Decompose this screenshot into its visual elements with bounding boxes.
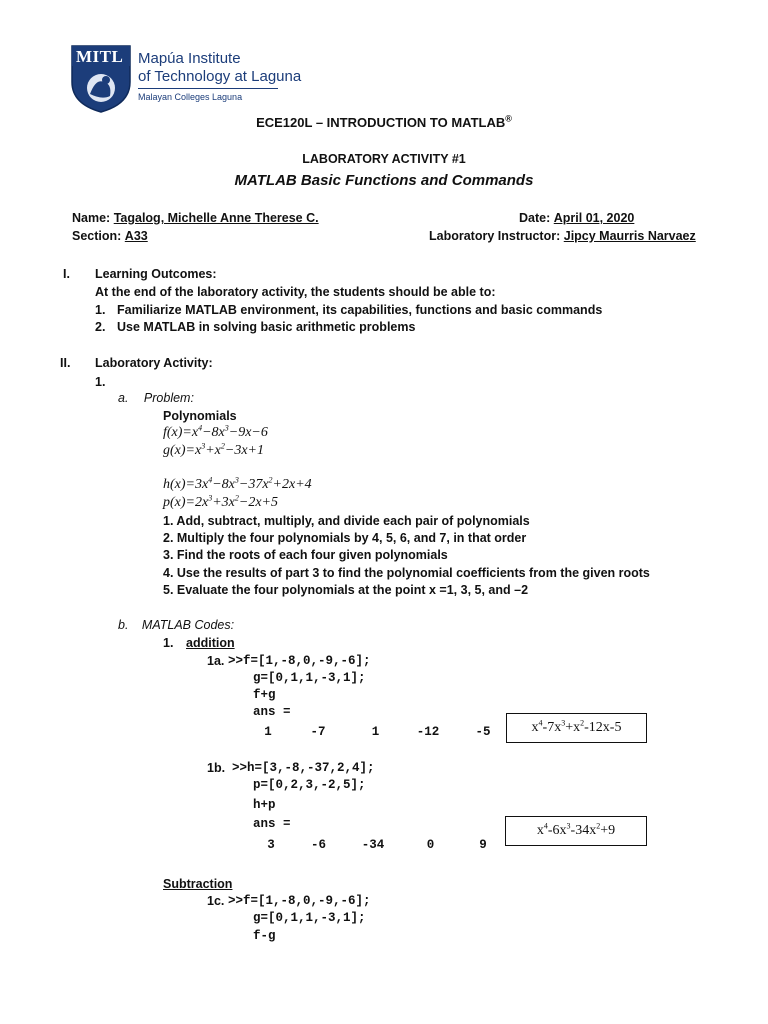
code-1b-answer <box>253 838 503 852</box>
activity-heading: LABORATORY ACTIVITY #1 <box>302 152 466 166</box>
matlab-codes-label <box>118 618 234 632</box>
code-1b-label: 1b. <box>207 761 226 775</box>
code-1c-label: 1c. <box>207 894 225 908</box>
poly-f: $f(x)=x^4-8x^3-9x-6$ <box>163 423 268 440</box>
codes-letter: b. <box>118 618 129 632</box>
course-title: ECE120L – INTRODUCTION TO MATLAB <box>256 115 506 130</box>
outcome-text-2: Use MATLAB in solving basic arithmetic problems <box>117 320 416 334</box>
course-heading <box>0 115 768 130</box>
addition-title: addition <box>186 636 235 650</box>
code-1a-line4: ans = <box>253 705 291 719</box>
section-value: A33 <box>124 229 148 243</box>
name-value: Tagalog, Michelle Anne Therese C. <box>113 211 319 225</box>
ans-value: 1 <box>264 725 272 739</box>
ans-value: 1 <box>371 725 380 739</box>
problem-text: Problem: <box>143 391 194 405</box>
code-1a-line2: g=[0,1,1,-3,1]; <box>253 671 366 685</box>
logo-sub: Malayan Colleges Laguna <box>138 92 243 102</box>
logo-emblem-text: MITL <box>76 47 124 66</box>
registered-mark: ® <box>505 113 512 124</box>
section1-title: Learning Outcomes: <box>95 267 217 281</box>
date-value: April 01, 2020 <box>553 211 635 225</box>
section-label: Section: <box>72 229 122 243</box>
instructor-value: Jipcy Maurris Narvaez <box>563 229 696 243</box>
instructor-line <box>429 229 696 243</box>
logo-name-line2: of Technology at Laguna <box>138 68 302 85</box>
section2-number: II. <box>60 356 71 370</box>
name-line <box>72 211 319 225</box>
instructor-label: Laboratory Instructor: <box>429 229 561 243</box>
task-2: 2. Multiply the four polynomials by 4, 5, 6, and 7, in that order <box>163 531 527 545</box>
outcome-number-1: 1. <box>95 303 106 317</box>
logo-divider <box>138 88 278 89</box>
ans-value: 0 <box>426 838 435 852</box>
poly-h: $h(x)=3x^4-8x^3-37x^2+2x+4$ <box>163 475 312 492</box>
code-1b-line1: >>h=[3,-8,-37,2,4]; <box>232 761 375 775</box>
name-label: Name: <box>72 211 111 225</box>
task-3: 3. Find the roots of each four given polynomials <box>163 548 448 562</box>
code-1b-line4: ans = <box>253 817 291 831</box>
problem-label <box>118 391 194 405</box>
subtraction-title: Subtraction <box>163 877 233 891</box>
section2-title: Laboratory Activity: <box>95 356 213 370</box>
code-1a-label: 1a. <box>207 654 225 668</box>
logo-name-line1: Mapúa Institute <box>138 50 241 67</box>
ans-value: -6 <box>311 838 327 852</box>
section1-intro: At the end of the laboratory activity, the students should be able to: <box>95 285 496 299</box>
outcome-number-2: 2. <box>95 320 106 334</box>
task-5: 5. Evaluate the four polynomials at the point x =1, 3, 5, and –2 <box>163 583 529 597</box>
ans-value: 3 <box>267 838 275 852</box>
result-box-1b: $x^4-6x^3-34x^2+9$ <box>505 816 647 846</box>
poly-g: $g(x)=x^3+x^2-3x+1$ <box>163 441 264 458</box>
codes-text: MATLAB Codes: <box>141 618 235 632</box>
ans-value: 9 <box>479 838 487 852</box>
code-1b-line3: h+p <box>253 798 276 812</box>
problem-letter: a. <box>118 391 129 405</box>
ans-value: -12 <box>416 725 440 739</box>
task-1: 1. Add, subtract, multiply, and divide each pair of polynomials <box>163 514 530 528</box>
result-box-1a: $x^4-7x^3+x^2-12x-5$ <box>506 713 647 743</box>
code-1c-line2: g=[0,1,1,-3,1]; <box>253 911 366 925</box>
task-4: 4. Use the results of part 3 to find the polynomial coefficients from the given roots <box>163 566 650 580</box>
code-1a-answer <box>253 725 508 739</box>
polynomials-heading: Polynomials <box>163 409 237 423</box>
outcome-text-1: Familiarize MATLAB environment, its capabilities, functions and basic commands <box>117 303 603 317</box>
code-1a-line3: f+g <box>253 688 276 702</box>
code-1a-line1: >>f=[1,-8,0,-9,-6]; <box>228 654 371 668</box>
ans-value: -34 <box>361 838 385 852</box>
logo <box>70 44 302 114</box>
ans-value: -7 <box>310 725 326 739</box>
activity-item-number: 1. <box>95 375 106 389</box>
date-line <box>519 211 634 225</box>
code-1b-line2: p=[0,2,3,-2,5]; <box>253 778 366 792</box>
code-1c-line1: >>f=[1,-8,0,-9,-6]; <box>228 894 371 908</box>
poly-p: $p(x)=2x^3+3x^2-2x+5$ <box>163 493 278 510</box>
code-1c-line3: f-g <box>253 929 276 943</box>
section-line <box>72 229 148 243</box>
section1-number: I. <box>63 267 70 281</box>
addition-number: 1. <box>163 636 174 650</box>
page-title: MATLAB Basic Functions and Commands <box>234 172 534 189</box>
date-label: Date: <box>519 211 551 225</box>
ans-value: -5 <box>475 725 491 739</box>
